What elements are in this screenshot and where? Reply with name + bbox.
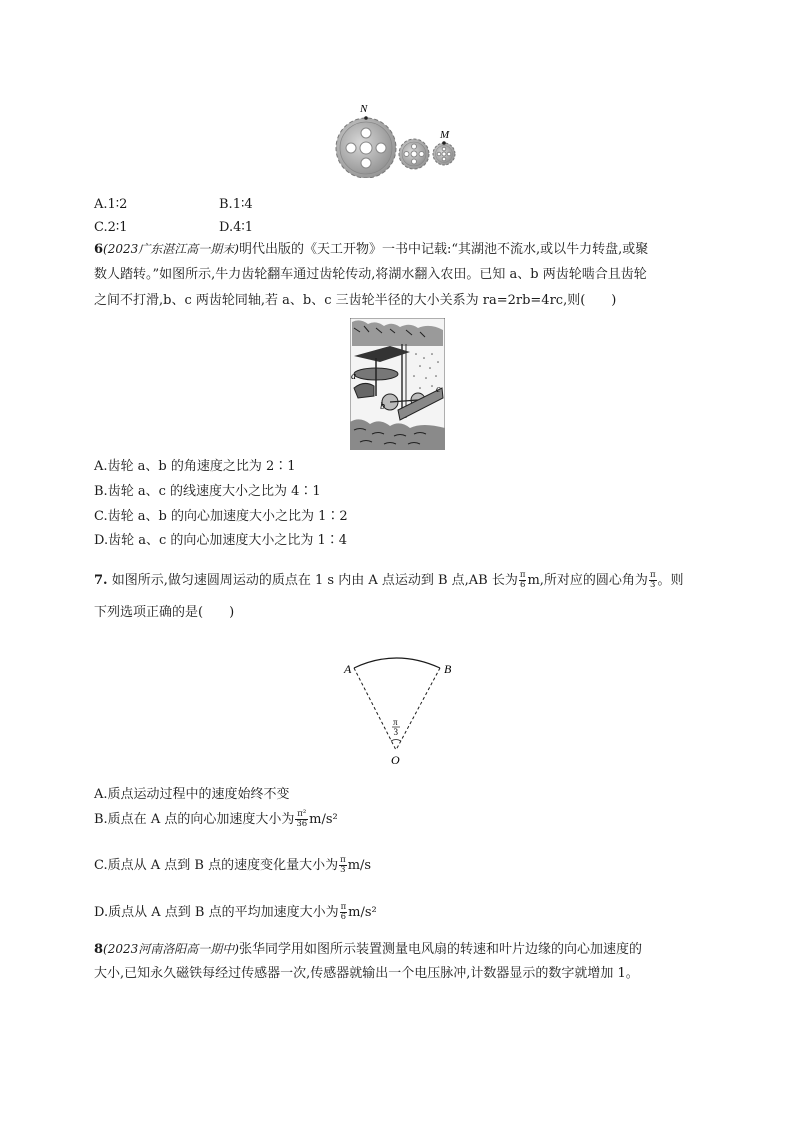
gear-figure bbox=[330, 98, 465, 178]
q7-line-2: 下列选项正确的是( ) bbox=[94, 605, 235, 620]
q7-ab-length-fraction: $\frac{\pi}{6}$ bbox=[519, 570, 526, 590]
q7-number: 7. bbox=[94, 573, 108, 588]
q5-option-d: D.4∶1 bbox=[219, 220, 254, 235]
q6-number: 6 bbox=[94, 242, 104, 257]
q6-option-c: C.齿轮 a、b 的向心加速度大小之比为 1∶2 bbox=[94, 509, 348, 524]
q8-number: 8 bbox=[94, 942, 104, 957]
label-n: N bbox=[360, 103, 368, 115]
point-b-label: B bbox=[444, 662, 452, 676]
radius-oa bbox=[354, 668, 396, 750]
label-m: M bbox=[440, 129, 450, 141]
q6-line-3: 之间不打滑,b、c 两齿轮同轴,若 a、b、c 三齿轮半径的大小关系为 ra=2rb=4rc,则( ) bbox=[94, 293, 617, 308]
waterwheel-illustration bbox=[350, 318, 445, 450]
q7-option-b: B.质点在 A 点的向心加速度大小为 $\frac{\text{π²}}{36}$ m/s² bbox=[94, 809, 338, 829]
q5-option-c: C.2∶1 bbox=[94, 220, 128, 235]
center-o-label: O bbox=[391, 753, 400, 766]
small-gear bbox=[433, 143, 455, 165]
medium-gear bbox=[399, 139, 429, 169]
point-n-marker bbox=[364, 116, 368, 120]
gear-label-a: a bbox=[351, 371, 356, 382]
q7-angle-fraction: $\frac{\pi}{3}$ bbox=[649, 570, 656, 590]
q5-option-a: A.1∶2 bbox=[94, 197, 128, 212]
point-m-marker bbox=[442, 141, 446, 145]
radius-ob bbox=[393, 668, 440, 750]
angle-label-num: π bbox=[393, 717, 398, 727]
arc-ab bbox=[354, 658, 440, 668]
angle-arc bbox=[391, 740, 401, 742]
q7-option-a: A.质点运动过程中的速度始终不变 bbox=[94, 787, 290, 802]
q8-source: (2023河南洛阳高一期中) bbox=[103, 942, 239, 956]
gear-label-b: b bbox=[380, 401, 385, 412]
arc-diagram bbox=[336, 650, 464, 766]
q6-option-b: B.齿轮 a、c 的线速度大小之比为 4∶1 bbox=[94, 484, 321, 499]
angle-label-den: 3 bbox=[393, 727, 398, 737]
point-a-label: A bbox=[344, 662, 352, 676]
q6-option-a: A.齿轮 a、b 的角速度之比为 2∶1 bbox=[94, 459, 296, 474]
q8-line-2: 大小,已知永久磁铁每经过传感器一次,传感器就输出一个电压脉冲,计数器显示的数字就增加 1。 bbox=[94, 966, 639, 981]
q5-option-b: B.1∶4 bbox=[219, 197, 253, 212]
large-gear bbox=[336, 118, 396, 178]
q8-line-1: 8(2023河南洛阳高一期中)张华同学用如图所示装置测量电风扇的转速和叶片边缘的向心加速度的 bbox=[94, 942, 642, 957]
q6-line-2: 数人踏转。”如图所示,牛力齿轮翻车通过齿轮传动,将湖水翻入农田。已知 a、b 两齿轮啮合且齿轮 bbox=[94, 267, 647, 282]
q7-option-c: C.质点从 A 点到 B 点的速度变化量大小为 $\frac{\pi}{3}$ m/s bbox=[94, 855, 372, 875]
q6-source: (2023广东湛江高一期末) bbox=[103, 242, 239, 256]
gear-label-c: c bbox=[436, 384, 441, 395]
q6-line-1: 6(2023广东湛江高一期末)明代出版的《天工开物》一书中记载:“其湖池不流水,或以牛力转盘,或聚 bbox=[94, 242, 649, 257]
q7-option-d: D.质点从 A 点到 B 点的平均加速度大小为 $\frac{\pi}{6}$ m/s² bbox=[94, 902, 377, 922]
q7-line-1: 7. 如图所示,做匀速圆周运动的质点在 1 s 内由 A 点运动到 B 点,AB 长为 $\frac{\pi}{6}$ m,所对应的圆心角为 $\frac{\pi}{3}$ 。则 bbox=[94, 570, 684, 590]
q6-option-d: D.齿轮 a、c 的向心加速度大小之比为 1∶4 bbox=[94, 533, 348, 548]
